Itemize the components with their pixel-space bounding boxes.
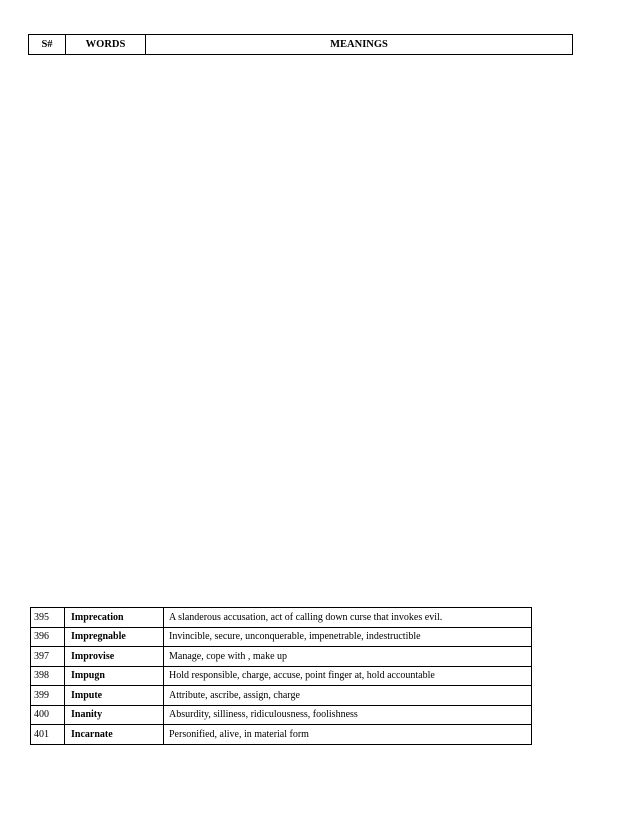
row-meaning: A slanderous accusation, act of calling down curse that invokes evil. (164, 608, 532, 628)
row-number: 395 (31, 608, 65, 628)
header-sn: S# (29, 35, 66, 55)
header-row (29, 35, 573, 55)
table-row (31, 647, 532, 667)
row-number: 396 (31, 627, 65, 647)
row-word: Impute (65, 686, 164, 706)
row-word: Inanity (65, 705, 164, 725)
table-row (31, 666, 532, 686)
row-number: 399 (31, 686, 65, 706)
table-row (31, 686, 532, 706)
table-row (31, 627, 532, 647)
row-number: 397 (31, 647, 65, 667)
row-meaning: Attribute, ascribe, assign, charge (164, 686, 532, 706)
row-meaning: Hold responsible, charge, accuse, point finger at, hold accountable (164, 666, 532, 686)
row-word: Impregnable (65, 627, 164, 647)
table-row (31, 725, 532, 745)
row-number: 401 (31, 725, 65, 745)
header-words: WORDS (66, 35, 146, 55)
row-meaning: Invincible, secure, unconquerable, impenetrable, indestructible (164, 627, 532, 647)
row-word: Impugn (65, 666, 164, 686)
row-number: 398 (31, 666, 65, 686)
table-row (31, 608, 532, 628)
row-meaning: Manage, cope with , make up (164, 647, 532, 667)
row-word: Incarnate (65, 725, 164, 745)
table-row (31, 705, 532, 725)
row-word: Improvise (65, 647, 164, 667)
header-meanings: MEANINGS (146, 35, 573, 55)
row-number: 400 (31, 705, 65, 725)
words-table (30, 607, 532, 745)
row-meaning: Personified, alive, in material form (164, 725, 532, 745)
row-word: Imprecation (65, 608, 164, 628)
header-table (28, 34, 573, 55)
row-meaning: Absurdity, silliness, ridiculousness, foolishness (164, 705, 532, 725)
